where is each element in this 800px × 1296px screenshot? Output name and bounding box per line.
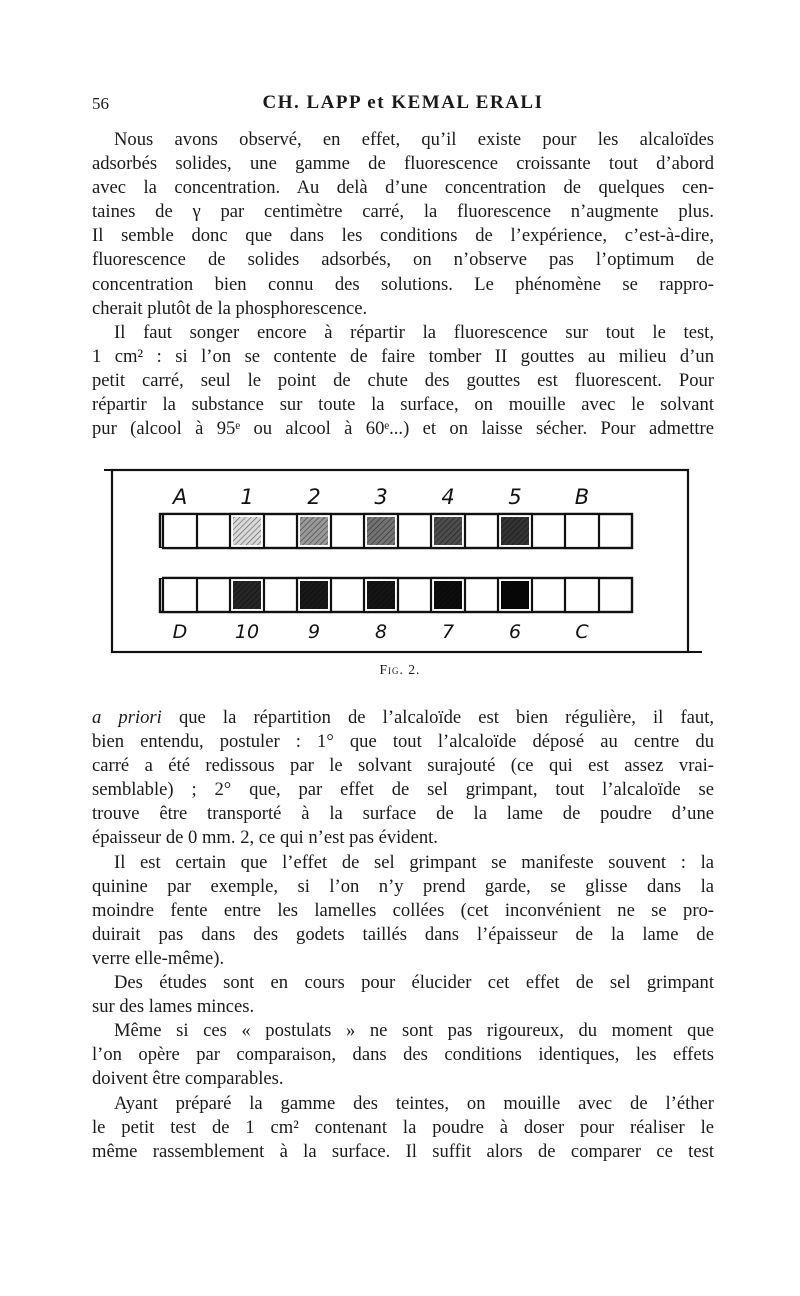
bottom-cell-5-hatch (434, 581, 462, 609)
top-cell-4-hatch (367, 517, 395, 545)
page-number: 56 (92, 94, 109, 113)
text-line: concentration bien connu des solutions. Le phénomène se rappro- (92, 273, 714, 295)
top-cell-5-hatch (434, 517, 462, 545)
bottom-cell-7 (565, 578, 599, 612)
text-line: même rassemblement à la surface. Il suffit alors de comparer ce test (92, 1140, 714, 1162)
text-line: l’on opère par comparaison, dans des conditions identiques, les effets (92, 1044, 714, 1066)
text-line: Nous avons observé, en effet, qu’il existe pour les alcaloïdes (114, 129, 714, 150)
text-line: cherait plutôt de la phosphorescence. (92, 297, 368, 319)
bottom-label: C (575, 621, 589, 643)
bottom-cell-4-hatch (367, 581, 395, 609)
text-line: duirait pas dans des godets taillés dans l’épaisseur de la lame de (92, 923, 714, 945)
top-label: B (574, 485, 590, 509)
test-cells (163, 514, 599, 612)
top-cell-3-hatch (300, 517, 328, 545)
top-label: 4 (441, 485, 455, 509)
bottom-label: 7 (441, 621, 455, 643)
top-cell-6-hatch (501, 517, 529, 545)
bottom-label: 6 (508, 621, 522, 643)
top-cell-7 (565, 514, 599, 548)
text-line: verre elle-même). (92, 947, 225, 969)
top-label: 3 (374, 485, 388, 509)
paragraph-block-bottom (92, 706, 714, 1164)
text-line: Il est certain que l’effet de sel grimpant se manifeste souvent : la (114, 851, 714, 873)
text-line: trouve être transporté à la surface de la lame de poudre d’une (92, 803, 714, 825)
bottom-label: 8 (374, 621, 388, 643)
paragraph-block-top (92, 128, 714, 441)
bottom-label: 9 (307, 621, 321, 643)
text-line: moindre fente entre les lamelles collées (cet inconvénient ne se pro- (92, 899, 714, 921)
text-line: quinine par exemple, si l’on n’y prend garde, se glisse dans la (92, 875, 714, 897)
text-line: bien entendu, postuler : 1° que tout l’alcaloïde déposé au centre du (92, 731, 714, 753)
text-line: le petit test de 1 cm² contenant la poudre à doser pour réaliser le (92, 1116, 714, 1138)
text-line: fluorescence de solides adsorbés, on n’observe pas l’optimum de (92, 249, 714, 271)
top-label: 1 (240, 485, 254, 509)
top-label: A (172, 485, 188, 509)
text-line: pur (alcool à 95ᵉ ou alcool à 60ᵉ...) et on laisse sécher. Pour admettre (92, 418, 714, 440)
text-line: petit carré, seul le point de chute des gouttes est fluorescent. Pour (92, 369, 714, 391)
bottom-cell-2-hatch (233, 581, 261, 609)
top-cell-2-hatch (233, 517, 261, 545)
figure-caption: Fig. 2. (379, 662, 421, 677)
running-header (92, 92, 714, 118)
text-line: répartir la substance sur toute la surface, on mouille avec le solvant (92, 394, 714, 416)
cell-labels (171, 485, 590, 643)
text-line: doivent être comparables. (92, 1068, 284, 1090)
text-line: Des études sont en cours pour élucider cet effet de sel grimpant (114, 972, 714, 994)
running-head-authors: CH. LAPP et KEMAL ERALI (262, 92, 544, 113)
text-line: taines de γ par centimètre carré, la fluorescence n’augmente plus. (92, 201, 714, 223)
text-line: carré a été redissous par le solvant surajouté (ce qui est assez vrai- (92, 755, 714, 777)
top-cell-1 (163, 514, 197, 548)
top-label: 2 (307, 485, 321, 509)
text-line: sur des lames minces. (92, 996, 255, 1018)
text-line: Ayant préparé la gamme des teintes, on mouille avec de l’éther (114, 1092, 714, 1114)
bottom-cell-6-hatch (501, 581, 529, 609)
bottom-label: 10 (234, 621, 260, 643)
bottom-label: D (172, 621, 188, 643)
bottom-cell-1 (163, 578, 197, 612)
figure-2-diagram (104, 466, 704, 656)
text-line: épaisseur de 0 mm. 2, ce qui n’est pas évident. (92, 827, 438, 849)
text-line: 1 cm² : si l’on se contente de faire tomber II gouttes au milieu d’un (92, 345, 714, 367)
text-line: semblable) ; 2° que, par effet de sel grimpant, tout l’alcaloïde se (92, 779, 714, 801)
text-line: a priori que la répartition de l’alcaloïde est bien régulière, il faut, (92, 707, 714, 728)
text-line: avec la concentration. Au delà d’une concentration de quelques cen- (92, 177, 714, 199)
text-line: adsorbés solides, une gamme de fluorescence croissante tout d’abord (92, 153, 714, 175)
bottom-cell-3-hatch (300, 581, 328, 609)
figure-frame (104, 470, 702, 652)
text-line: Il faut songer encore à répartir la fluorescence sur tout le test, (114, 321, 714, 343)
top-label: 5 (508, 485, 522, 509)
text-line: Même si ces « postulats » ne sont pas rigoureux, du moment que (114, 1020, 714, 1042)
text-line: Il semble donc que dans les conditions de l’expérience, c’est-à-dire, (92, 225, 714, 247)
